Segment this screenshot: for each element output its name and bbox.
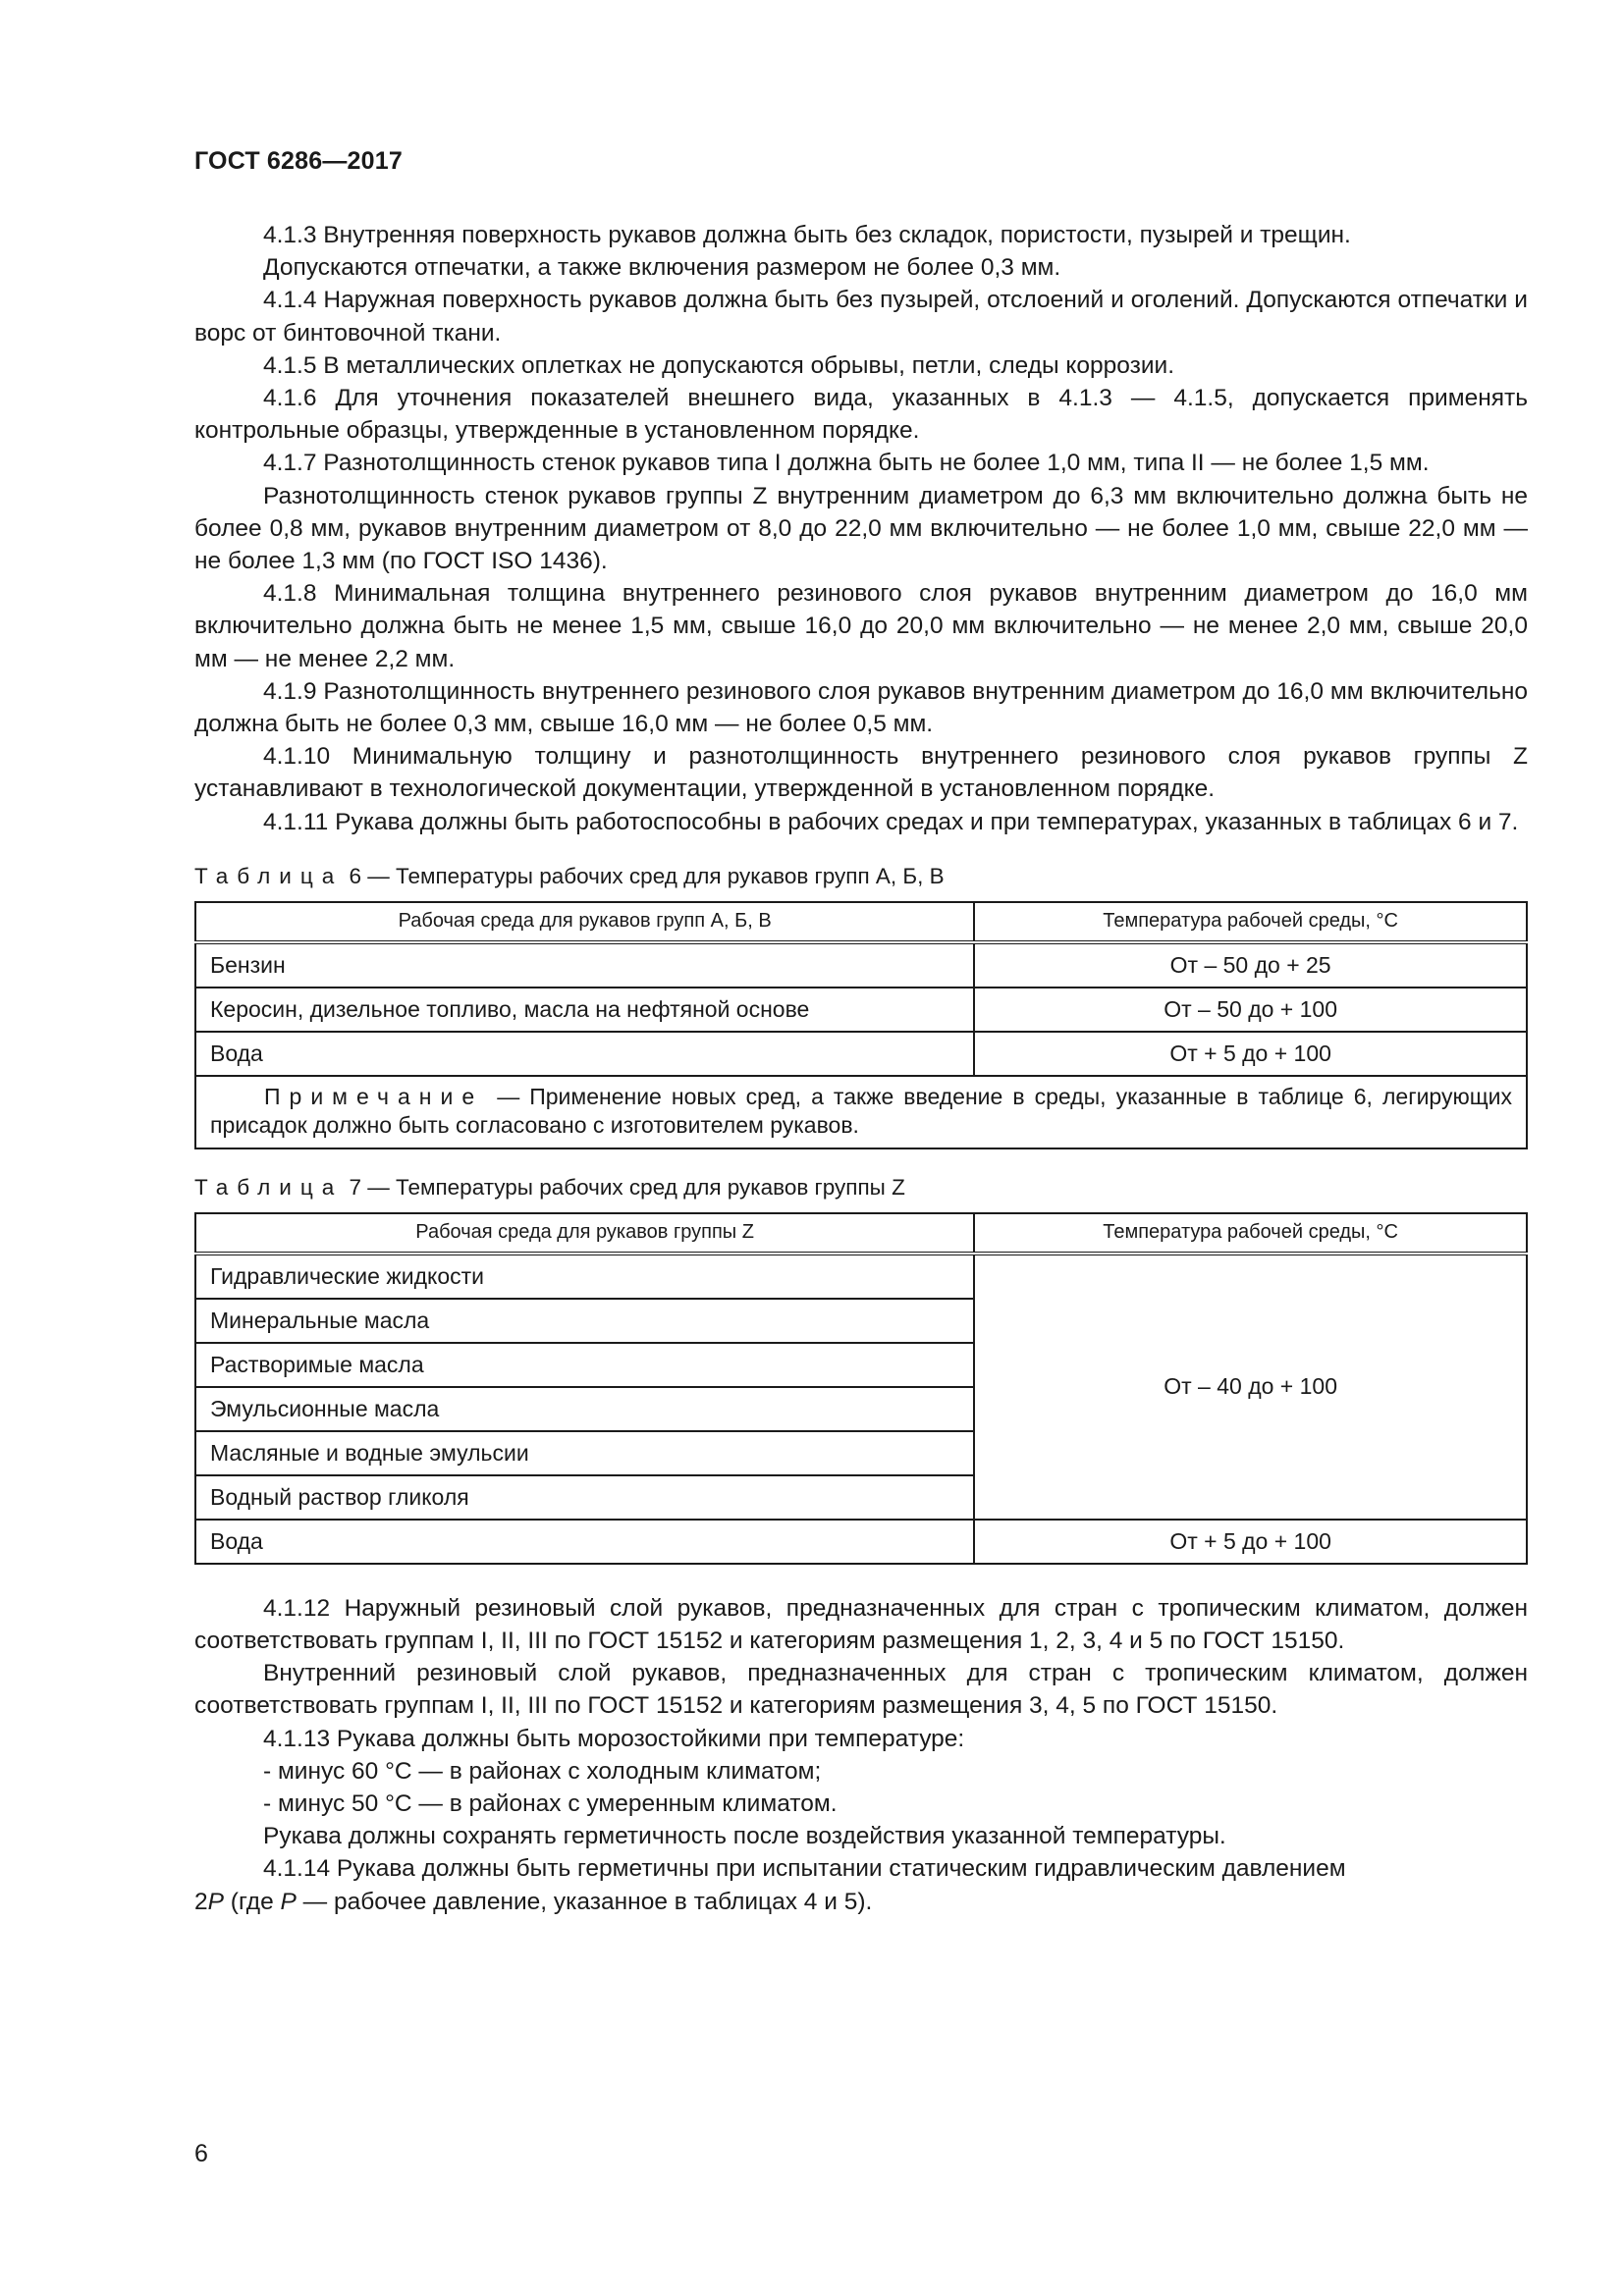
text-fragment: (где (223, 1888, 281, 1915)
paragraph: 4.1.9 Разнотолщинность внутреннего резинового слоя рукавов внутренним диаметром до 16,0 мм включительно должна быть не более 0,3 мм, свыше 16,0 мм — не более 0,5 мм. (194, 677, 1528, 738)
table-cell: Водный раствор гликоля (195, 1475, 974, 1520)
table-cell: Гидравлические жидкости (195, 1254, 974, 1299)
table-note (195, 1076, 1527, 1148)
document-page (194, 147, 1528, 1918)
table-7-caption-label: Таблица (194, 1174, 344, 1200)
page-number: 6 (194, 2140, 208, 2167)
table-cell: Эмульсионные масла (195, 1387, 974, 1431)
column-header: Температура рабочей среды, °С (974, 1213, 1527, 1254)
paragraph: 4.1.13 Рукава должны быть морозостойкими при температуре: (263, 1725, 965, 1752)
paragraph: 4.1.8 Минимальная толщина внутреннего резинового слоя рукавов внутренним диаметром до 16,0 мм включительно должна быть не менее 1,5 мм, свыше 16,0 до 20,0 мм включительно — не менее 2,0 мм, свыше 20,0 мм — не менее 2,2 мм. (194, 580, 1528, 672)
table-row (195, 1254, 1527, 1299)
table-row (195, 942, 1527, 988)
paragraph: 4.1.12 Наружный резиновый слой рукавов, предназначенных для стран с тропическим климатом, должен соответствовать группам I, II, III по ГОСТ 15152 и категориям размещения 1, 2, 3, 4 и 5 по ГОСТ 15150. (194, 1594, 1528, 1655)
table-cell: Вода (195, 1032, 974, 1076)
paragraph: Рукава должны сохранять герметичность после воздействия указанной температуры. (263, 1823, 1226, 1850)
paragraph: 4.1.4 Наружная поверхность рукавов должна быть без пузырей, отслоений и оголений. Допускаются отпечатки и ворс от бинтовочной ткани. (194, 287, 1528, 347)
table-cell: Вода (195, 1520, 974, 1564)
paragraph: Разнотолщинность стенок рукавов группы Z внутренним диаметром до 6,3 мм включительно должна быть не более 0,8 мм, рукавов внутренним диаметром от 8,0 до 22,0 мм включительно — не более 1,0 мм, свыше 22,0 мм — не более 1,3 мм (по ГОСТ ISO 1436). (194, 482, 1528, 575)
table-7 (194, 1212, 1528, 1565)
clauses-4-1-12-to-4-1-14 (194, 1592, 1528, 1918)
table-cell: Масляные и водные эмульсии (195, 1431, 974, 1475)
table-6-caption-text: 6 — Температуры рабочих сред для рукавов групп А, Б, В (349, 863, 945, 888)
text-fragment: — рабочее давление, указанное в таблицах 4 и 5). (296, 1888, 873, 1915)
table-cell: Бензин (195, 942, 974, 988)
table-note-row (195, 1076, 1527, 1148)
paragraph: 4.1.14 Рукава должны быть герметичны при испытании статическим гидравлическим давлением (263, 1855, 1346, 1883)
table-cell: От – 50 до + 25 (974, 942, 1527, 988)
table-7-caption-text: 7 — Температуры рабочих сред для рукавов группы Z (349, 1174, 905, 1200)
table-header-row (195, 902, 1527, 942)
table-row (195, 1032, 1527, 1076)
table-cell: Керосин, дизельное топливо, масла на нефтяной основе (195, 988, 974, 1032)
paragraph: 4.1.10 Минимальную толщину и разнотолщинность внутреннего резинового слоя рукавов группы Z устанавливают в технологической документации, утвержденной в установленном порядке. (194, 743, 1528, 803)
paragraph: 4.1.3 Внутренняя поверхность рукавов должна быть без складок, пористости, пузырей и трещин. (263, 222, 1351, 248)
table-cell: От + 5 до + 100 (974, 1520, 1527, 1564)
paragraph: 4.1.5 В металлических оплетках не допускаются обрывы, петли, следы коррозии. (263, 351, 1175, 379)
paragraph: - минус 60 °С — в районах с холодным климатом; (263, 1757, 822, 1785)
merged-temperature-cell: От – 40 до + 100 (974, 1254, 1527, 1520)
column-header: Температура рабочей среды, °С (974, 902, 1527, 942)
paragraph: Допускаются отпечатки, а также включения размером не более 0,3 мм. (263, 254, 1061, 282)
table-6-caption (194, 864, 1528, 889)
column-header: Рабочая среда для рукавов группы Z (195, 1213, 974, 1254)
text-fragment: 2 (194, 1888, 208, 1915)
paragraph-continuation (194, 1886, 1528, 1918)
table-6 (194, 901, 1528, 1149)
table-7-caption (194, 1175, 1528, 1201)
paragraph: 4.1.11 Рукава должны быть работоспособны в рабочих средах и при температурах, указанных в таблицах 6 и 7. (263, 808, 1519, 835)
clauses-4-1-3-to-4-1-11 (194, 219, 1528, 838)
table-row (195, 1520, 1527, 1564)
table-cell: От + 5 до + 100 (974, 1032, 1527, 1076)
pressure-symbol: P (280, 1888, 297, 1915)
table-6-caption-label: Таблица (194, 863, 344, 888)
paragraph: 4.1.7 Разнотолщинность стенок рукавов типа I должна быть не более 1,0 мм, типа II — не более 1,5 мм. (263, 450, 1430, 477)
paragraph: Внутренний резиновый слой рукавов, предназначенных для стран с тропическим климатом, должен соответствовать группам I, II, III по ГОСТ 15152 и категориям размещения 3, 4, 5 по ГОСТ 15150. (194, 1660, 1528, 1720)
column-header: Рабочая среда для рукавов групп А, Б, В (195, 902, 974, 942)
pressure-symbol: P (207, 1888, 224, 1915)
paragraph: 4.1.6 Для уточнения показателей внешнего вида, указанных в 4.1.3 — 4.1.5, допускается применять контрольные образцы, утвержденные в установленном порядке. (194, 385, 1528, 445)
table-header-row (195, 1213, 1527, 1254)
table-cell: Минеральные масла (195, 1299, 974, 1343)
table-cell: От – 50 до + 100 (974, 988, 1527, 1032)
table-row (195, 988, 1527, 1032)
document-header: ГОСТ 6286—2017 (194, 147, 403, 175)
note-label: Примечание (264, 1083, 484, 1109)
note-text: — Применение новых сред, а также введение в среды, указанные в таблице 6, легирующих присадок должно быть согласовано с изготовителем рукавов. (210, 1083, 1512, 1138)
table-cell: Растворимые масла (195, 1343, 974, 1387)
paragraph: - минус 50 °С — в районах с умеренным климатом. (263, 1790, 838, 1818)
